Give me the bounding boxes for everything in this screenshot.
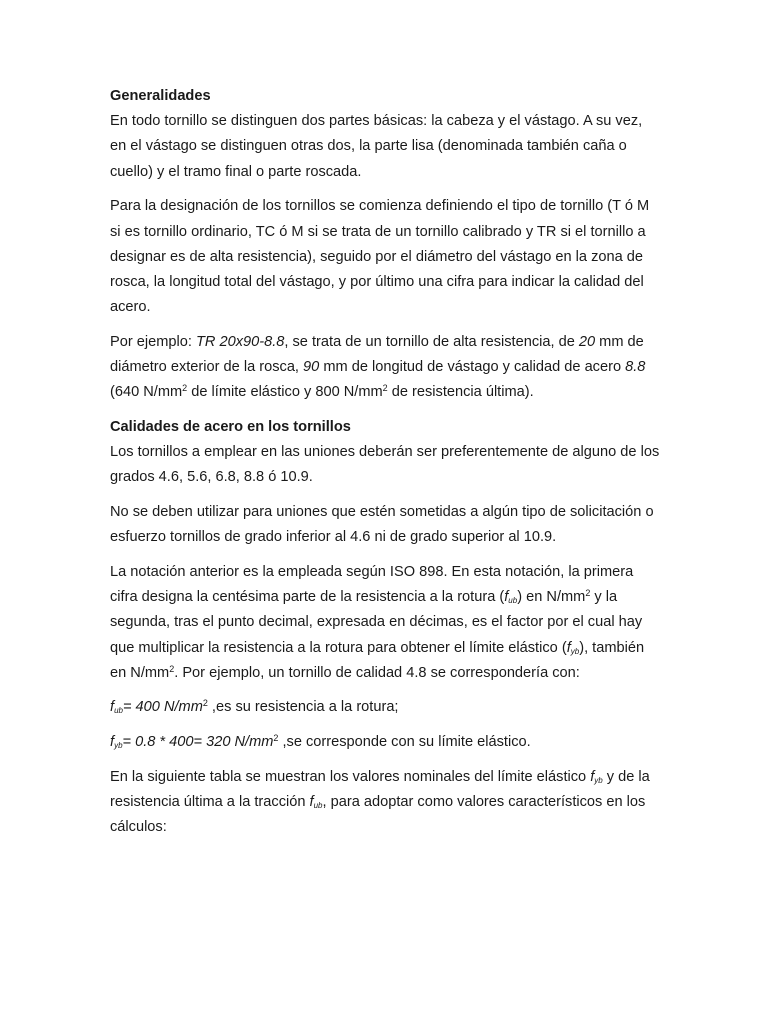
diameter-value: 20 <box>578 333 596 350</box>
paragraph-tornillo-partes: En todo tornillo se distinguen dos partes básicas: la cabeza y el vástago. A su vez, en el vástago se distinguen otras dos, la parte lisa (denominada también caña o cuello) y el tramo final o parte roscada. <box>110 113 643 180</box>
paragraph-notacion-iso: La notación anterior es la empleada según ISO 898. En esta notación, la primera cifra designa la centésima parte de la resistencia a la rotura $(f_{ub})$ en $N/mm^2$ y la segunda, tras el punto decimal, expresada en décimas, es el factor por el cual hay que multiplicar la resistencia a la rotura para obtener el límite elástico $(f_{yb})$, también en $N/mm^2$. Por ejemplo, un tornillo de calidad 4.8 se correspondería con: <box>110 563 645 681</box>
paragraph-designacion: Para la designación de los tornillos se comienza definiendo el tipo de tornillo (T ó M si es tornillo ordinario, TC ó M si se trata de un tornillo calibrado y TR si el tornillo a designar es de alta resistencia), seguido por el diámetro del vástago en la zona de rosca, la longitud total del vástago, y por último una cifra para indicar la calidad del acero. <box>110 198 650 316</box>
grade-value: 8.8 <box>625 359 646 376</box>
paragraph-ejemplo: Por ejemplo: TR 20x90-8.8, se trata de un tornillo de alta resistencia, de 20 mm de diámetro exterior de la rosca, 90 mm de longitud de vástago y calidad de acero 8.8 (640 $N/mm^2$ de límite elástico y 800 $N/mm^2$ de resistencia última). <box>110 333 646 401</box>
paragraph-restriccion: No se deben utilizar para uniones que estén sometidas a algún tipo de solicitación o esfuerzo tornillos de grado inferior al 4.6 ni de grado superior al 10.9. <box>110 504 654 546</box>
section-heading-generalidades: Generalidades <box>110 88 211 104</box>
designation-example: TR 20x90-8.8 <box>195 333 285 350</box>
formula-fub: $f_{ub}= 400$ $N/mm^2$ ,es su resistencia a la rotura; <box>110 698 399 716</box>
paragraph-tabla-intro: En la siguiente tabla se muestran los valores nominales del límite elástico $f_{yb}$ y de la resistencia última a la tracción $f_{ub}$, para adoptar como valores característicos en los cálculos: <box>110 768 650 836</box>
formula-fyb: $f_{yb}= 0.8 * 400= 320$ $N/mm^2$ ,se corresponde con su límite elástico. <box>110 733 531 751</box>
document-page <box>110 84 662 840</box>
section-heading-calidades: Calidades de acero en los tornillos <box>110 418 351 435</box>
paragraph-grados: Los tornillos a emplear en las uniones deberán ser preferentemente de alguno de los grados 4.6, 5.6, 6.8, 8.8 ó 10.9. <box>110 444 660 486</box>
length-value: 90 <box>303 359 320 376</box>
